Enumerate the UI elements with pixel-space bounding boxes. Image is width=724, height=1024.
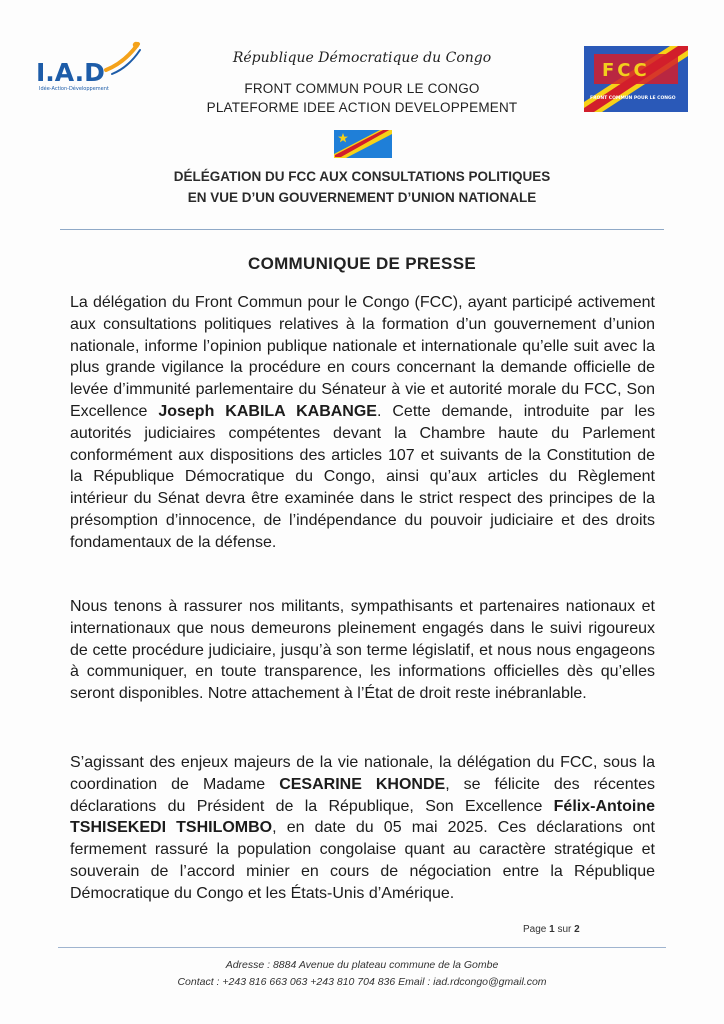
- fcc-logo-text: FCC: [602, 60, 650, 81]
- paragraph-2: Nous tenons à rassurer nos militants, sympathisants et partenaires nationaux et internationaux que nous demeurons pleinement engagés dans le suivi rigoureux de cette procédure judiciaire, jusqu’à son terme législatif, et nous nous engageons à communiquer, en toute transparence, les informations officielles dès qu’elles seront disponibles. Notre attachement à l’État de droit reste inébranlable.: [70, 598, 655, 703]
- platform-line: PLATEFORME IDEE ACTION DEVELOPPEMENT: [206, 100, 518, 115]
- page-number: [523, 924, 580, 935]
- paragraph-1-text-b: . Cette demande, introduite par les autorités judiciaires compétentes devant la Chambre haute du Parlement conformément aux dispositions des articles 107 et suivants de la Constitution de la République Démocratique du Congo, ainsi qu’aux articles du Règlement intérieur du Sénat devra être examinée dans le strict respect des principes de la présomption d’innocence, de l’indépendance du pouvoir judiciaire et des droits fondamentaux de la défense.: [70, 402, 655, 551]
- paragraph-1-text-a: La délégation du Front Commun pour le Congo (FCC), ayant participé activement aux consultations politiques relatives à la formation d’un gouvernement d’union nationale, informe l’opinion publique nationale et internationale qu’elle suit avec la plus grande vigilance la procédure en cours concernant la demande officielle de levée d’immunité parlementaire du Sénateur à vie et autorité morale du FCC, Son Excellence: [70, 294, 655, 420]
- iad-logo-subtitle: Idée-Action-Développement: [39, 86, 109, 92]
- iad-logo-text: I.A.D: [36, 58, 105, 87]
- paragraph-3-text-b: , se félicite des récentes déclarations du Président de la République, Son Excellence: [70, 775, 656, 815]
- paragraph-1: [70, 292, 655, 554]
- front-commun-heading: [160, 79, 564, 117]
- drc-flag-icon: [334, 130, 392, 158]
- paragraph-3-text-a: S’agissant des enjeux majeurs de la vie nationale, la délégation du FCC, sous la coordination de Madame: [70, 754, 655, 793]
- footer-contact: Contact : +243 816 663 063 +243 810 704 836 Email : iad.rdcongo@gmail.com: [177, 976, 547, 988]
- document-title: COMMUNIQUE DE PRESSE: [248, 254, 476, 273]
- page-middle: sur: [554, 924, 575, 935]
- paragraph-3: [70, 752, 655, 905]
- footer-divider: [58, 947, 666, 948]
- kabila-name: Joseph KABILA KABANGE: [158, 402, 377, 420]
- delegation-line-1: DÉLÉGATION DU FCC AUX CONSULTATIONS POLITIQUES: [173, 169, 551, 184]
- footer: [0, 957, 724, 991]
- page-current: 1: [549, 924, 555, 935]
- delegation-line-2: EN VUE D’UN GOUVERNEMENT D’UNION NATIONALE: [187, 190, 537, 205]
- page-prefix: Page: [523, 924, 550, 935]
- fcc-logo-caption: FRONT COMMUN POUR LE CONGO: [590, 96, 676, 101]
- drc-flag: [334, 130, 392, 158]
- tshisekedi-name: Félix-Antoine TSHISEKEDI TSHILOMBO: [70, 797, 655, 837]
- header-center: [160, 50, 564, 117]
- iad-logo: [36, 40, 146, 96]
- iad-swoosh-icon: [102, 40, 144, 80]
- delegation-heading: [120, 166, 604, 208]
- republic-title: République Démocratique du Congo: [232, 50, 492, 66]
- khonde-name: CESARINE KHONDE: [279, 775, 446, 793]
- front-commun-line: FRONT COMMUN POUR LE CONGO: [244, 81, 480, 96]
- footer-address: Adresse : 8884 Avenue du plateau commune de la Gombe: [225, 959, 499, 971]
- fcc-logo: [584, 46, 688, 112]
- paragraph-3-text-c: , en date du 05 mai 2025. Ces déclarations ont fermement rassuré la population congolaise quant au caractère stratégique et souverain de l’accord minier en cours de négociation entre la République Démocratique du Congo et les États-Unis d’Amérique.: [70, 819, 656, 902]
- header-divider: [60, 229, 664, 230]
- page-total: 2: [574, 924, 580, 935]
